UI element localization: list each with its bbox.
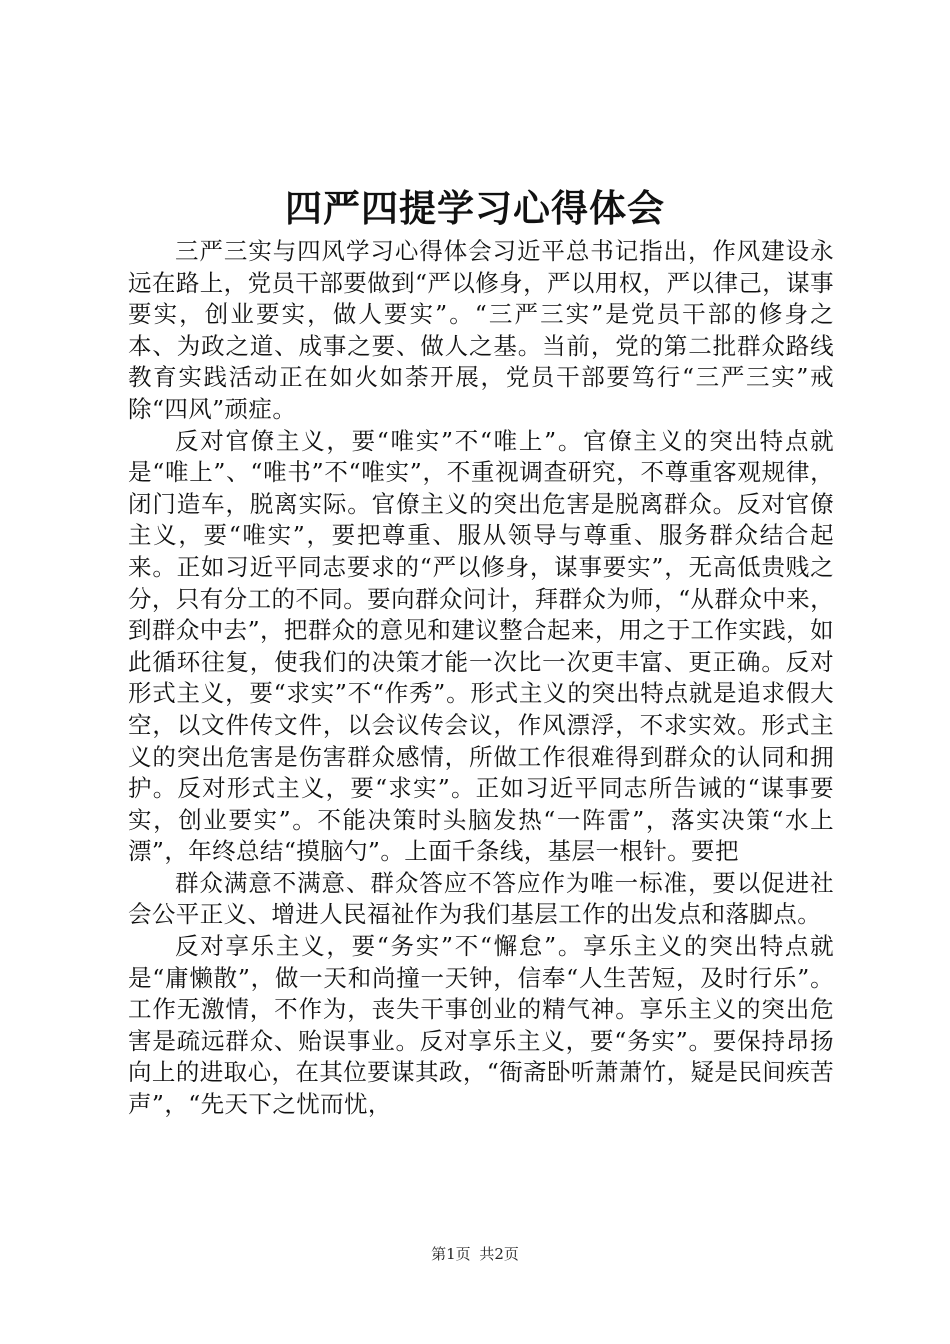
page-number: 第1页	[431, 1245, 471, 1263]
paragraph: 群众满意不满意、群众答应不答应作为唯一标准，要以促进社会公平正义、增进人民福祉作为我们基层工作的出发点和落脚点。	[128, 868, 834, 929]
total-pages: 共2页	[479, 1245, 519, 1263]
paragraph: 反对官僚主义，要“唯实”不“唯上”。官僚主义的突出特点就是“唯上”、“唯书”不“唯实”，不重视调查研究，不尊重客观规律，闭门造车，脱离实际。官僚主义的突出危害是脱离群众。反对官僚主义，要“唯实”，要把尊重、服从领导与尊重、服务群众结合起来。正如习近平同志要求的“严以修身，谋事要实”，无高低贵贱之分，只有分工的不同。要向群众问计，拜群众为师，“从群众中来，到群众中去”，把群众的意见和建议整合起来，用之于工作实践，如此循环往复，使我们的决策才能一次比一次更丰富、更正确。反对形式主义，要“求实”不“作秀”。形式主义的突出特点就是追求假大空，以文件传文件，以会议传会议，作风漂浮，不求实效。形式主义的突出危害是伤害群众感情，所做工作很难得到群众的认同和拥护。反对形式主义，要“求实”。正如习近平同志所告诫的“谋事要实，创业要实”。不能决策时头脑发热“一阵雷”，落实决策“水上漂”，年终总结“摸脑勺”。上面千条线，基层一根针。要把	[128, 426, 834, 866]
paragraph: 三严三实与四风学习心得体会习近平总书记指出，作风建设永远在路上，党员干部要做到“严以修身，严以用权，严以律己，谋事要实，创业要实，做人要实”。“三严三实”是党员干部的修身之本、为政之道、成事之要、做人之基。当前，党的第二批群众路线教育实践活动正在如火如荼开展，党员干部要笃行“三严三实”戒除“四风”顽症。	[128, 237, 834, 423]
paragraph: 反对享乐主义，要“务实”不“懈怠”。享乐主义的突出特点就是“庸懒散”，做一天和尚撞一天钟，信奉“人生苦短，及时行乐”。工作无激情，不作为，丧失干事创业的精气神。享乐主义的突出危害是疏远群众、贻误事业。反对享乐主义，要“务实”。要保持昂扬向上的进取心，在其位要谋其政，“衙斋卧听萧萧竹，疑是民间疾苦声”，“先天下之忧而忧，	[128, 932, 834, 1119]
document-body	[128, 236, 834, 1121]
document-title: 四严四提学习心得体会	[285, 186, 665, 230]
page-footer	[0, 1242, 950, 1266]
